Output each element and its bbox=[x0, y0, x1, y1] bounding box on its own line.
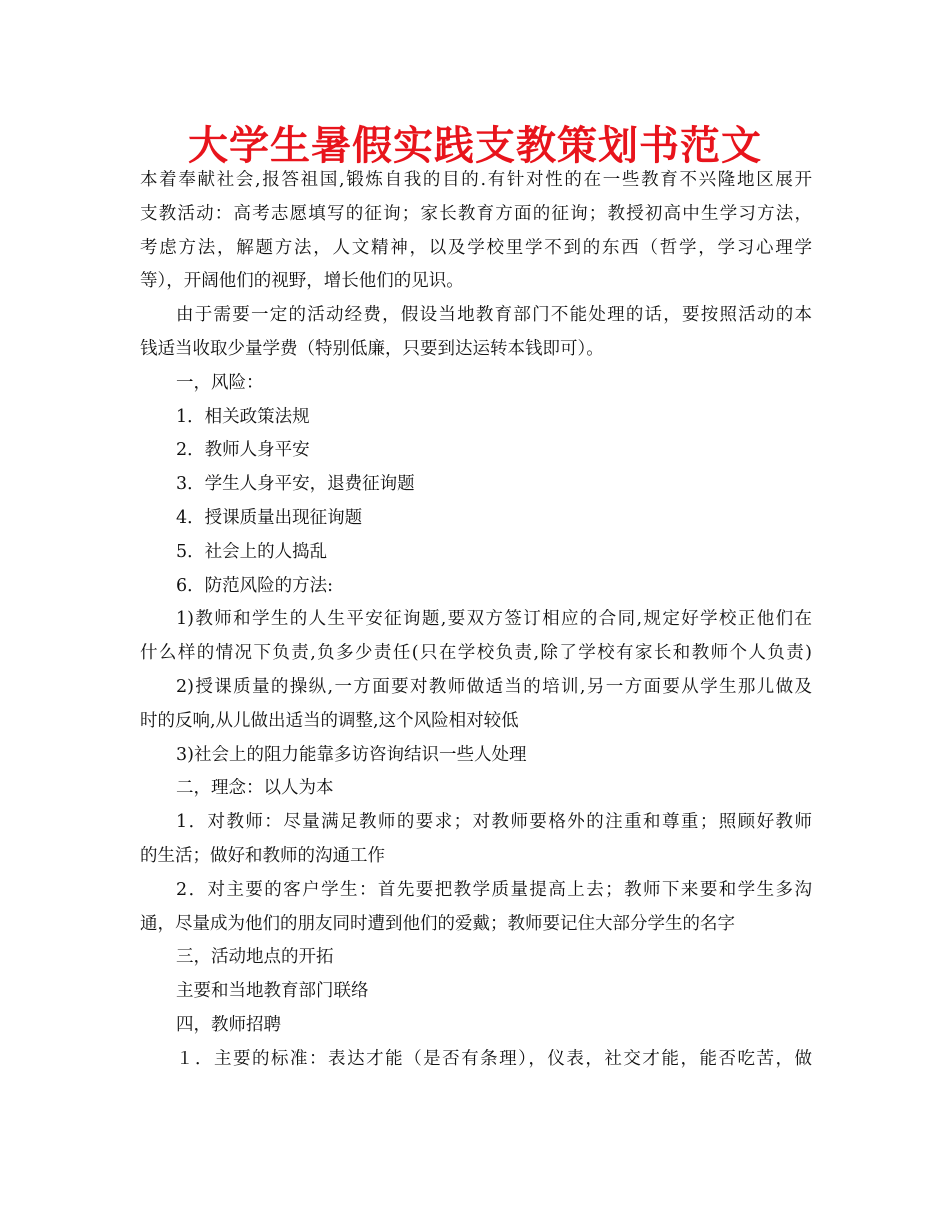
list-item: 1．相关政策法规 bbox=[176, 406, 310, 427]
paragraph-line: 主要和当地教育部门联络 bbox=[176, 981, 369, 1002]
paragraph-line: 的生活；做好和教师的沟通工作 bbox=[140, 845, 385, 866]
section-heading: 四，教师招聘 bbox=[176, 1014, 281, 1035]
paragraph-line: 2)授课质量的操纵,一方面要对教师做适当的培训,另一方面要从学生那儿做及 bbox=[176, 676, 812, 697]
list-item: 3．学生人身平安，退费征询题 bbox=[176, 474, 415, 495]
paragraph-line: 什么样的情况下负责,负多少责任(只在学校负责,除了学校有家长和教师个人负责) bbox=[140, 643, 812, 664]
paragraph-line: 3)社会上的阻力能靠多访咨询结识一些人处理 bbox=[176, 744, 527, 765]
paragraph-line: 1．对教师：尽量满足教师的要求；对教师要格外的注重和尊重；照顾好教师 bbox=[176, 812, 812, 833]
section-heading: 二，理念：以人为本 bbox=[176, 778, 334, 799]
paragraph-line: 考虑方法，解题方法，人文精神，以及学校里学不到的东西（哲学，学习心理学 bbox=[140, 237, 812, 258]
list-item: 6．防范风险的方法: bbox=[176, 575, 334, 596]
paragraph-line: 通，尽量成为他们的朋友同时遭到他们的爱戴；教师要记住大部分学生的名字 bbox=[140, 913, 735, 934]
paragraph-line: 2．对主要的客户学生：首先要把教学质量提高上去；教师下来要和学生多沟 bbox=[176, 879, 812, 900]
paragraph-line: １．主要的标准：表达才能（是否有条理），仪表，社交才能，能否吃苦，做 bbox=[176, 1048, 812, 1069]
paragraph-line: 本着奉献社会,报答祖国,锻炼自我的目的.有针对性的在一些教育不兴隆地区展开 bbox=[140, 170, 812, 190]
document-title: 大学生暑假实践支教策划书范文 bbox=[188, 123, 762, 169]
document-body bbox=[140, 164, 812, 1077]
paragraph-line: 钱适当收取少量学费（特别低廉，只要到达运转本钱即可）。 bbox=[140, 338, 604, 359]
section-heading: 三，活动地点的开拓 bbox=[176, 947, 334, 968]
paragraph-line: 1)教师和学生的人生平安征询题,要双方签订相应的合同,规定好学校正他们在 bbox=[176, 609, 812, 630]
list-item: 5．社会上的人捣乱 bbox=[176, 541, 328, 562]
paragraph-line: 时的反响,从儿做出适当的调整,这个风险相对较低 bbox=[140, 710, 519, 731]
paragraph-line: 由于需要一定的活动经费，假设当地教育部门不能处理的话，要按照活动的本 bbox=[176, 305, 812, 326]
paragraph-line: 等），开阔他们的视野，增长他们的见识。 bbox=[140, 271, 464, 292]
list-item: 2．教师人身平安 bbox=[176, 440, 310, 461]
list-item: 4．授课质量出现征询题 bbox=[176, 507, 363, 528]
section-heading: 一，风险： bbox=[176, 372, 264, 393]
paragraph-line: 支教活动：高考志愿填写的征询；家长教育方面的征询；教授初高中生学习方法， bbox=[140, 203, 812, 224]
